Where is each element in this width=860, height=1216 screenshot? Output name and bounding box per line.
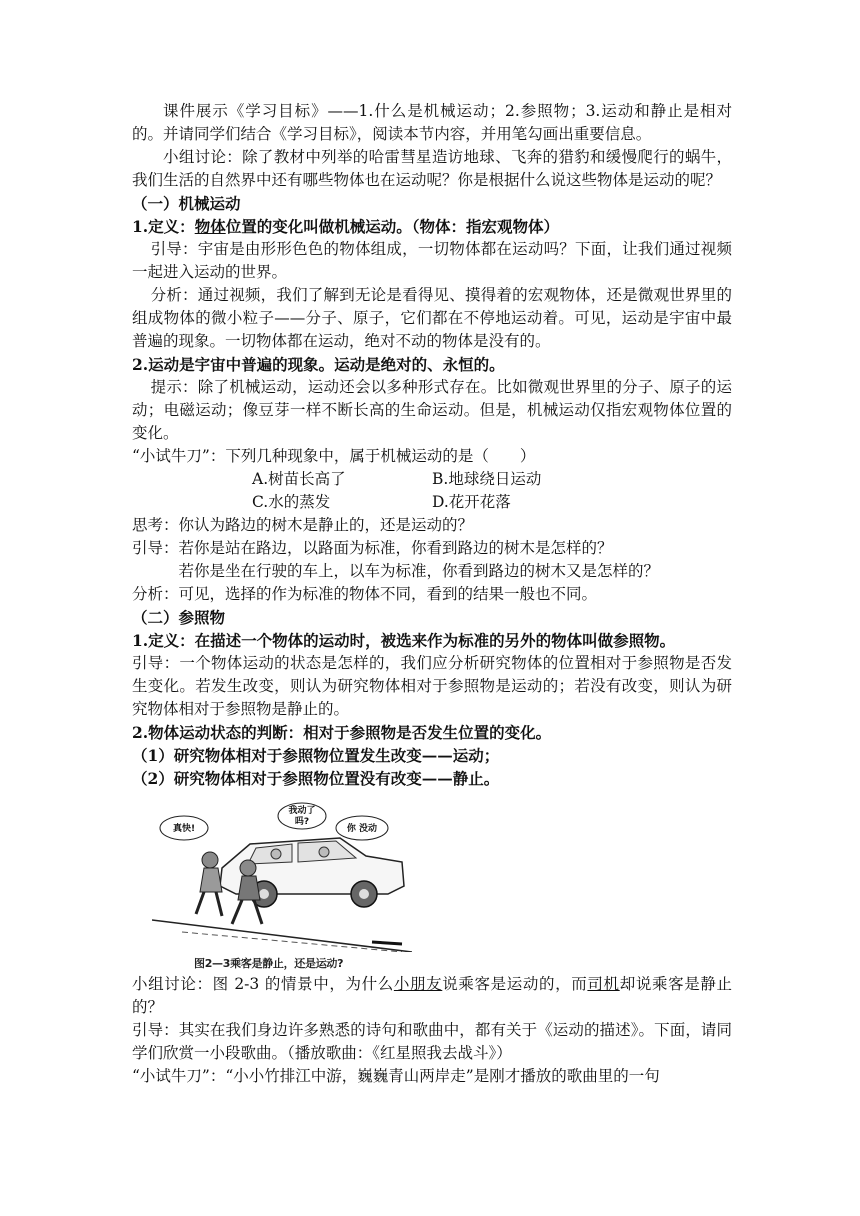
quiz-question-2: “小试牛刀”：“小小竹排江中游，巍巍青山两岸走”是刚才播放的歌曲里的一句 xyxy=(132,1067,660,1085)
car-illustration xyxy=(152,802,412,952)
analysis-paragraph-2: 分析：可见，选择的作为标准的物体不同，看到的结果一般也不同。 xyxy=(132,585,598,603)
figure-caption: 图2—3乘客是静止，还是运动? xyxy=(194,957,344,970)
quiz-option-d: D.花开花落 xyxy=(432,493,511,511)
discussion-paragraph xyxy=(132,973,732,1019)
definition-mechanical-motion xyxy=(132,215,732,238)
discussion-driver: 司机 xyxy=(587,975,620,993)
guide-paragraph-2b: 若你是坐在行驶的车上，以车为标准，你看到路边的树木又是怎样的？ xyxy=(178,562,660,580)
bubble-left-text: 真快! xyxy=(172,824,196,834)
guide-paragraph-4: 引导：其实在我们身边许多熟悉的诗句和歌曲中，都有关于《运动的描述》。下面，请同学们欣赏一小段歌曲。（播放歌曲：《红星照我去战斗》） xyxy=(132,1021,732,1062)
case-moving: （1）研究物体相对于参照物位置发生改变——运动； xyxy=(132,746,500,765)
case-static: （2）研究物体相对于参照物位置没有改变——静止。 xyxy=(132,769,500,788)
quiz-option-c: C.水的蒸发 xyxy=(252,493,331,511)
section-heading-reference-object: （二）参照物 xyxy=(132,608,226,627)
document-body xyxy=(132,100,732,1088)
figure-car-and-children xyxy=(152,802,412,970)
quiz-options-row-1 xyxy=(252,468,732,491)
point-motion-judgement: 2.物体运动状态的判断：相对于参照物是否发生位置的变化。 xyxy=(132,723,552,742)
guide-paragraph-2a: 引导：若你是站在路边，以路面为标准，你看到路边的树木是怎样的？ xyxy=(132,539,613,557)
intro-paragraph-1: 课件展示《学习目标》——1.什么是机械运动；2.参照物；3.运动和静止是相对的。并请同学们结合《学习目标》，阅读本节内容，并用笔勾画出重要信息。 xyxy=(132,102,732,143)
bubble-mid-line2: 吗? xyxy=(294,817,310,827)
def-prefix: 1.定义： xyxy=(132,217,195,236)
analysis-paragraph: 分析：通过视频，我们了解到无论是看得见、摸得着的宏观物体，还是微观世界里的组成物体的微小粒子——分子、原子，它们都在不停地运动着。可见，运动是宇宙中最普遍的现象。一切物体都在运动，绝对不动的物体是没有的。 xyxy=(132,286,732,350)
bubble-right-text: 你 没动 xyxy=(346,824,378,834)
guide-paragraph: 引导：宇宙是由形形色色的物体组成，一切物体都在运动吗？下面，让我们通过视频一起进入运动的世界。 xyxy=(132,240,732,281)
point-motion-universal: 2.运动是宇宙中普遍的现象。运动是绝对的、永恒的。 xyxy=(132,355,505,374)
guide-paragraph-3: 引导：一个物体运动的状态是怎样的，我们应分析研究物体的位置相对于参照物是否发生变化。若发生改变，则认为研究物体相对于参照物是运动的；若没有改变，则认为研究物体相对于参照物是静止的。 xyxy=(132,654,732,718)
quiz-option-b: B.地球绕日运动 xyxy=(432,470,542,488)
quiz-options-row-2 xyxy=(252,491,732,514)
section-heading-mechanical-motion: （一）机械运动 xyxy=(132,194,241,213)
discussion-mid: 说乘客是运动的，而 xyxy=(442,975,588,993)
discussion-rest: 却说乘客是静止的？ xyxy=(132,975,732,1016)
def-rest: 位置的变化叫做机械运动。（物体：指宏观物体） xyxy=(225,217,559,236)
definition-reference-object: 1.定义：在描述一个物体的运动时，被选来作为标准的另外的物体叫做参照物。 xyxy=(132,631,676,650)
think-paragraph: 思考：你认为路边的树木是静止的，还是运动的？ xyxy=(132,516,474,534)
discussion-prefix: 小组讨论：图 2-3 的情景中，为什么 xyxy=(132,975,394,993)
def-underlined-term: 物体 xyxy=(194,217,226,236)
quiz-option-a: A.树苗长高了 xyxy=(252,470,346,488)
intro-paragraph-2: 小组讨论：除了教材中列举的哈雷彗星造访地球、飞奔的猎豹和缓慢爬行的蜗牛，我们生活的自然界中还有哪些物体也在运动呢？你是根据什么说这些物体是运动的呢？ xyxy=(132,148,732,189)
bubble-mid-line1: 我动了 xyxy=(288,806,316,816)
hint-paragraph: 提示：除了机械运动，运动还会以多种形式存在。比如微观世界里的分子、原子的运动；电磁运动；像豆芽一样不断长高的生命运动。但是，机械运动仅指宏观物体位置的变化。 xyxy=(132,378,732,442)
discussion-child: 小朋友 xyxy=(393,975,443,993)
quiz-question-1: “小试牛刀”：下列几种现象中，属于机械运动的是（ ） xyxy=(132,447,536,465)
